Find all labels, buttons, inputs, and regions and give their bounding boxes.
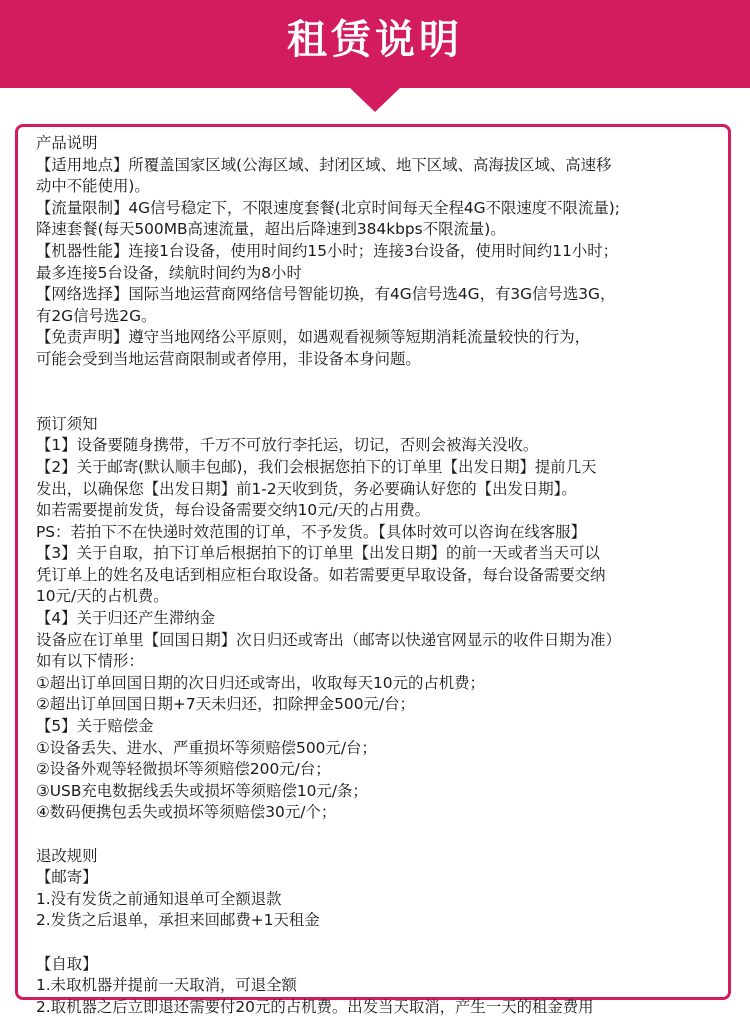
- text-line: ①超出订单回国日期的次日归还或寄出，收取每天10元的占机费；: [36, 673, 485, 692]
- text-line: 10元/天的占机费。: [36, 587, 169, 606]
- text-line: 【4】关于归还产生滞纳金: [36, 609, 216, 628]
- text-line: 最多连接5台设备，续航时间约为8小时: [36, 263, 302, 282]
- text-line: 有2G信号选2G。: [36, 306, 157, 325]
- text-line: 1.没有发货之前通知退单可全额退款: [36, 889, 282, 908]
- text-line: 2.发货之后退单，承担来回邮费+1天租金: [36, 911, 320, 930]
- text-line: 降速套餐(每天500MB高速流量，超出后降速到384kbps不限流量)。: [36, 220, 506, 239]
- text-line: 【网络选择】国际当地运营商网络信号智能切换，有4G信号选4G，有3G信号选3G，: [36, 285, 616, 304]
- section-title: 产品说明: [36, 134, 98, 152]
- text-line: ②超出订单回国日期+7天未归还，扣除押金500元/台；: [36, 695, 415, 714]
- text-line: 【5】关于赔偿金: [36, 717, 154, 736]
- text-line: 发出，以确保您【出发日期】前1-2天收到货，务必要确认好您的【出发日期】。: [36, 479, 577, 498]
- mail-heading: 【邮寄】: [36, 868, 98, 887]
- text-line: 2.取机器之后立即退还需要付20元的占机费。出发当天取消，产生一天的租金费用: [36, 997, 594, 1016]
- page-title: 租赁说明: [287, 17, 463, 63]
- spacer: [36, 932, 726, 954]
- text-line: ④数码便携包丢失或损坏等须赔偿30元/个；: [36, 803, 337, 822]
- text-line: 【机器性能】连接1台设备，使用时间约15小时；连接3台设备，使用时间约11小时；: [36, 241, 619, 260]
- pickup-heading: 【自取】: [36, 954, 98, 973]
- text-line: ②设备外观等轻微损坏等须赔偿200元/台；: [36, 760, 331, 779]
- spacer: [36, 824, 726, 846]
- text-line: 【2】关于邮寄(默认顺丰包邮)，我们会根据您拍下的订单里【出发日期】提前几天: [36, 457, 597, 476]
- text-line: ①设备丢失、进水、严重损坏等须赔偿500元/台；: [36, 738, 377, 757]
- text-line: 1.未取机器并提前一天取消，可退全额: [36, 976, 297, 995]
- text-line: 【3】关于自取，拍下订单后根据拍下的订单里【出发日期】的前一天或者当天可以: [36, 544, 600, 563]
- text-line: ③USB充电数据线丢失或损坏等须赔偿10元/条；: [36, 781, 368, 800]
- text-line: 凭订单上的姓名及电话到相应柜台取设备。如若需要更早取设备，每台设备需要交纳: [36, 565, 606, 584]
- spacer: [36, 371, 726, 393]
- text-line: 可能会受到当地运营商限制或者停用，非设备本身问题。: [36, 349, 421, 368]
- text-line: 设备应在订单里【回国日期】次日归还或寄出（邮寄以快递官网显示的收件日期为准）: [36, 630, 621, 649]
- refund-section: [36, 846, 726, 1018]
- text-line: 【1】设备要随身携带，千万不可放行李托运，切记，否则会被海关没收。: [36, 436, 539, 455]
- text-line: 【适用地点】所覆盖国家区域(公海区域、封闭区域、地下区域、高海拔区域、高速移: [36, 155, 612, 174]
- product-section: [36, 133, 726, 371]
- section-title: 预订须知: [36, 414, 98, 433]
- text-line: 【免责声明】遵守当地网络公平原则，如遇观看视频等短期消耗流量较快的行为，: [36, 328, 591, 347]
- text-line: 如若需要提前发货，每台设备需要交纳10元/天的占用费。: [36, 501, 431, 520]
- spacer: [36, 392, 726, 414]
- header-banner: [0, 0, 750, 112]
- text-line: PS：若拍下不在快递时效范围的订单，不予发货。【具体时效可以咨询在线客服】: [36, 522, 587, 541]
- text-line: 动中不能使用)。: [36, 177, 150, 196]
- section-title: 退改规则: [36, 846, 98, 865]
- booking-section: [36, 414, 726, 824]
- text-line: 如有以下情形：: [36, 652, 144, 671]
- content-body: [36, 133, 726, 1018]
- text-line: 【流量限制】4G信号稳定下，不限速度套餐(北京时间每天全程4G不限速度不限流量);: [36, 198, 620, 217]
